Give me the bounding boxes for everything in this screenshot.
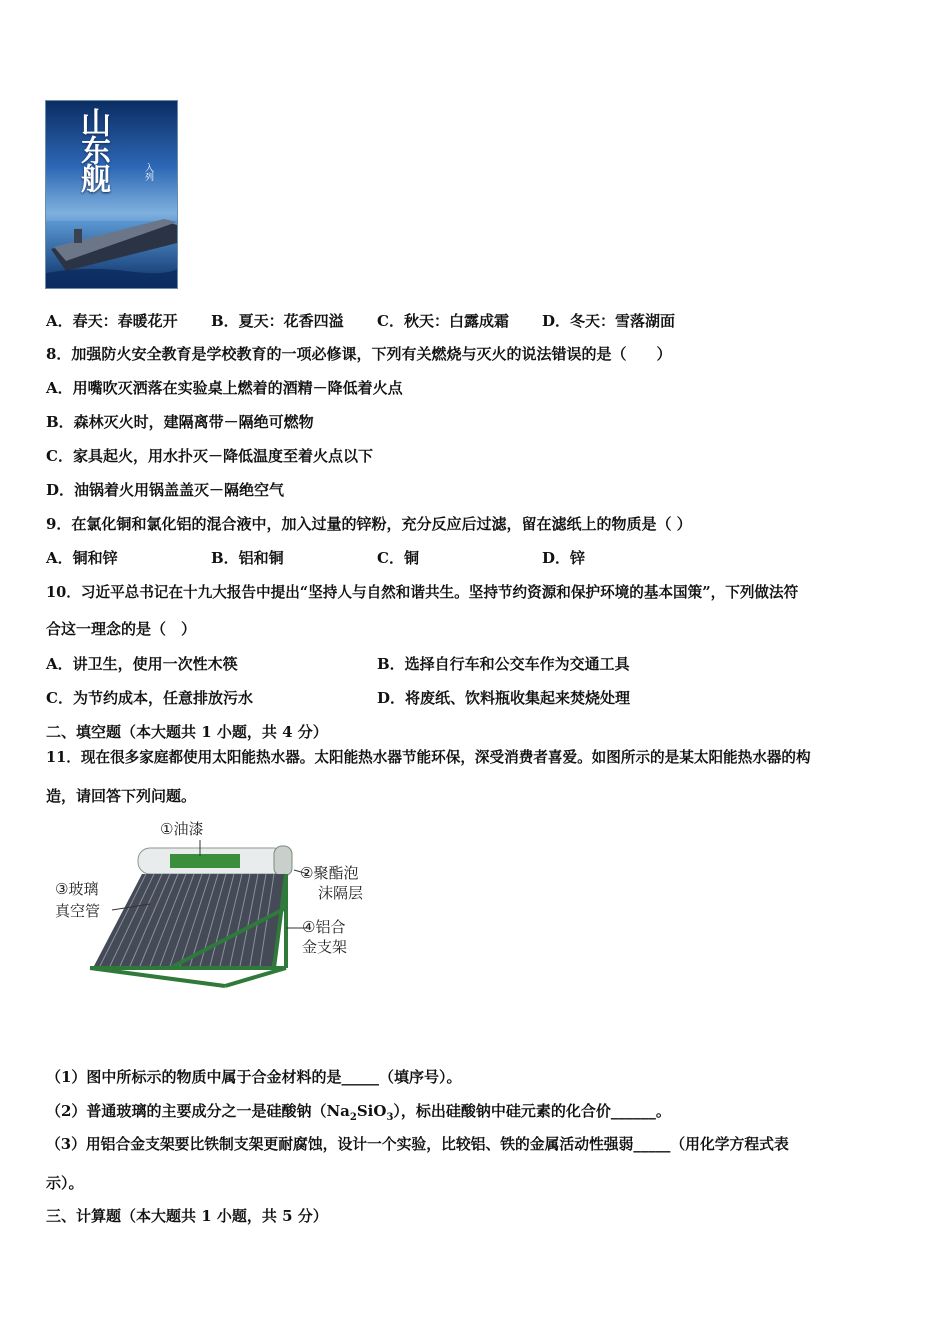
section-2-heading: 二、填空题（本大题共 1 小题，共 4 分）	[46, 723, 328, 741]
q11-sub3-line2: 示）。	[46, 1174, 84, 1192]
q9-option-d: D．锌	[542, 549, 586, 567]
q9-stem: 9．在氯化铜和氯化铝的混合液中，加入过量的锌粉，充分反应后过滤，留在滤纸上的物质是（ ）	[46, 515, 692, 533]
q11-sub1: （1）图中所标示的物质中属于合金材料的是_____（填序号）。	[46, 1068, 462, 1086]
q7-option-a: A．春天：春暖花开	[46, 312, 178, 330]
solar-heater-drawing	[50, 818, 390, 998]
q10-option-b: B．选择自行车和公交车作为交通工具	[377, 655, 630, 673]
label-paint: ①油漆	[160, 820, 204, 838]
label-aluminum-frame-2: 金支架	[302, 938, 348, 956]
q7-option-c: C．秋天：白露成霜	[377, 312, 509, 330]
poster-subtitle: 入列	[143, 163, 153, 181]
q10-option-d: D．将废纸、饮料瓶收集起来焚烧处理	[377, 689, 631, 707]
label-glass-tube-1: ③玻璃	[55, 880, 99, 898]
q9-option-b: B．铝和铜	[211, 549, 284, 567]
q10-option-a: A．讲卫生，使用一次性木筷	[46, 655, 238, 673]
label-aluminum-frame-1: ④铝合	[302, 918, 346, 936]
q10-option-c: C．为节约成本，任意排放污水	[46, 689, 253, 707]
q7-option-d: D．冬天：雪落湖面	[542, 312, 676, 330]
q11-sub3-line1: （3）用铝合金支架要比铁制支架更耐腐蚀，设计一个实验，比较铝、铁的金属活动性强弱_____（用化学方程式表	[46, 1136, 789, 1153]
q8-stem: 8．加强防火安全教育是学校教育的一项必修课，下列有关燃烧与灭火的说法错误的是（ ）	[46, 345, 672, 363]
q8-option-b: B．森林灭火时，建隔离带－隔绝可燃物	[46, 413, 314, 431]
carrier-illustration	[46, 101, 177, 288]
q9-option-c: C．铜	[377, 549, 419, 567]
section-3-heading: 三、计算题（本大题共 1 小题，共 5 分）	[46, 1207, 328, 1225]
q8-option-c: C．家具起火，用水扑灭－降低温度至着火点以下	[46, 447, 373, 465]
poster-title: 山东舰	[75, 107, 110, 191]
q7-option-b: B．夏天：花香四溢	[211, 312, 344, 330]
label-glass-tube-2: 真空管	[55, 902, 101, 920]
q8-option-d: D．油锅着火用锅盖盖灭－隔绝空气	[46, 481, 285, 499]
q10-stem-line1: 10．习近平总书记在十九大报告中提出“坚持人与自然和谐共生。坚持节约资源和保护环境的基本国策”，下列做法符	[46, 584, 799, 601]
q9-option-a: A．铜和锌	[46, 549, 118, 567]
q10-stem-line2: 合这一理念的是（ ）	[46, 620, 197, 638]
q11-stem-line2: 造，请回答下列问题。	[46, 787, 197, 805]
q11-stem-line1: 11．现在很多家庭都使用太阳能热水器。太阳能热水器节能环保，深受消费者喜爱。如图所示的是某太阳能热水器的构	[46, 749, 811, 766]
label-polyester-foam-2: 沫隔层	[318, 884, 364, 902]
label-polyester-foam-1: ②聚酯泡	[300, 864, 359, 882]
q8-option-a: A．用嘴吹灭洒落在实验桌上燃着的酒精－降低着火点	[46, 379, 403, 397]
q11-sub2: （2）普通玻璃的主要成分之一是硅酸钠$(Na_2SiO_3)$，标出硅酸钠中硅元素的化合价______。	[46, 1102, 671, 1123]
solar-water-heater-figure	[50, 818, 390, 998]
aircraft-carrier-poster-image	[45, 100, 178, 289]
